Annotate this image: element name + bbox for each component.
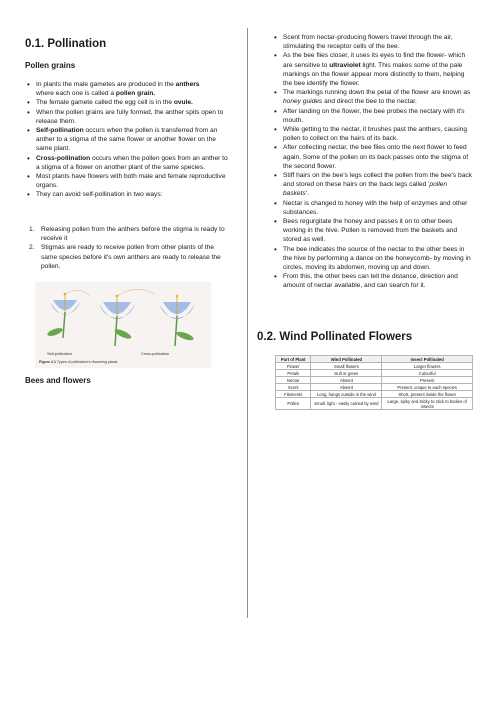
pollination-comparison-table — [275, 355, 473, 410]
table-cell: Long, hangs outside in the wind — [311, 391, 382, 398]
list-item: • Bees regurgitate the honey and passes it on to other bees working in the hive. Pollen is removed from the baskets and stored as well. — [272, 217, 472, 245]
table-cell: Absent — [311, 377, 382, 384]
table-cell: Small flowers — [311, 363, 382, 370]
list-item: • Nectar is changed to honey with the help of enzymes and other substances. — [272, 199, 472, 217]
table-cell: Filaments — [276, 391, 311, 398]
figure-label-self: Self-pollination — [47, 352, 72, 356]
table-cell: Present, unique to each species — [382, 384, 473, 391]
list-item: • Stiff hairs on the bee's legs collect the pollen from the bee's back and stored on these hairs on the back legs called 'pollen baskets'. — [272, 171, 472, 199]
table-cell: Short, present inside the flower — [382, 391, 473, 398]
list-item: • After collecting nectar, the bee flies onto the next flower to feed again. Some of the pollen on its back passes onto the stigma of the second flower. — [272, 143, 472, 171]
table-row — [276, 370, 473, 377]
list-item: • Self-pollination occurs when the pollen is transferred from an anther to a stigma of the same flower or another flower on the same plant. — [25, 126, 228, 154]
table-row — [276, 398, 473, 410]
table-row — [276, 363, 473, 370]
table-cell: Colourful — [382, 370, 473, 377]
list-item: • As the bee flies closer, it uses its eyes to find the flower- which are sensitive to ultraviolet light. This makes some of the pale markings on the flower appear more distinctly to them, helping the bee identify the flower. — [272, 51, 472, 88]
figure-caption: Figure 2.1 Types of pollination in flowering plants — [39, 360, 118, 364]
table-row — [276, 377, 473, 384]
table-header-cell: Wind Pollinated — [311, 356, 382, 363]
table-row — [276, 384, 473, 391]
list-item: • Scent from nectar-producing flowers travel through the air, stimulating the receptor cells of the bee. — [272, 33, 472, 51]
subheading-pollen-grains: Pollen grains — [25, 61, 76, 70]
table-cell: Small, light - easily carried by wind — [311, 398, 382, 410]
table-cell: Nectar — [276, 377, 311, 384]
table-cell: Pollen — [276, 398, 311, 410]
section-heading-pollination: 0.1. Pollination — [25, 38, 107, 50]
pollination-figure — [35, 282, 211, 368]
list-item: • In plants the male gametes are produced in the anthers where each one is called a pollen grain. — [25, 80, 228, 98]
list-item: 1. Releasing pollen from the anthers before the stigma is ready to receive it — [29, 226, 225, 243]
table-cell: Scent — [276, 384, 311, 391]
figure-label-cross: Cross-pollination — [141, 352, 170, 356]
table-row — [276, 391, 473, 398]
list-item: • When the pollen grains are fully formed, the anther spits open to release them. — [25, 108, 228, 126]
list-item: • From this, the other bees can tell the distance, direction and amount of nectar available, and can search for it. — [272, 272, 472, 290]
subheading-bees-and-flowers: Bees and flowers — [25, 376, 91, 385]
list-item: • After landing on the flower, the bee probes the nectary with it's mouth. — [272, 107, 472, 125]
list-item: • While getting to the nectar, it brushes past the anthers, causing pollen to collect on the hairs of its back. — [272, 125, 472, 143]
table-header-cell: Part of Plant — [276, 356, 311, 363]
table-header-row — [276, 356, 473, 363]
table-header-cell: Insect Pollinated — [382, 356, 473, 363]
list-item: • The female gamete called the egg cell is in the ovule. — [25, 98, 228, 107]
table-cell: Present — [382, 377, 473, 384]
list-item: • The bee indicates the source of the nectar to the other bees in the hive by performing a dance on the honeycomb- by moving in circles, moving its abdomen, moving up and down. — [272, 245, 472, 273]
table-cell: Large, spiky and sticky to stick to bodies of insects — [382, 398, 473, 410]
table-cell: Petals — [276, 370, 311, 377]
self-pollination-avoidance-list — [25, 225, 228, 271]
list-item: • Cross-pollination occurs when the pollen goes from an anther to a stigma of a flower on another plant of the same species. — [25, 154, 228, 172]
section-heading-wind-pollinated: 0.2. Wind Pollinated Flowers — [257, 331, 413, 343]
bees-bullet-list — [272, 33, 472, 291]
pollen-bullet-list — [25, 80, 228, 200]
list-item: • They can avoid self-pollination in two ways: — [25, 190, 228, 199]
column-divider — [247, 28, 248, 618]
table-cell: Larger flowers — [382, 363, 473, 370]
list-item: 2. Stigmas are ready to receive pollen from other plants of the same species before it's own anthers are ready to release the pollen. — [29, 244, 221, 270]
table-cell: Absent — [311, 384, 382, 391]
list-item: • Most plants have flowers with both male and female reproductive organs. — [25, 172, 228, 190]
table-cell: Flower — [276, 363, 311, 370]
list-item: • The markings running down the petal of the flower are known as honey guides and direct the bee to the nectar. — [272, 88, 472, 106]
table-cell: Dull or green — [311, 370, 382, 377]
